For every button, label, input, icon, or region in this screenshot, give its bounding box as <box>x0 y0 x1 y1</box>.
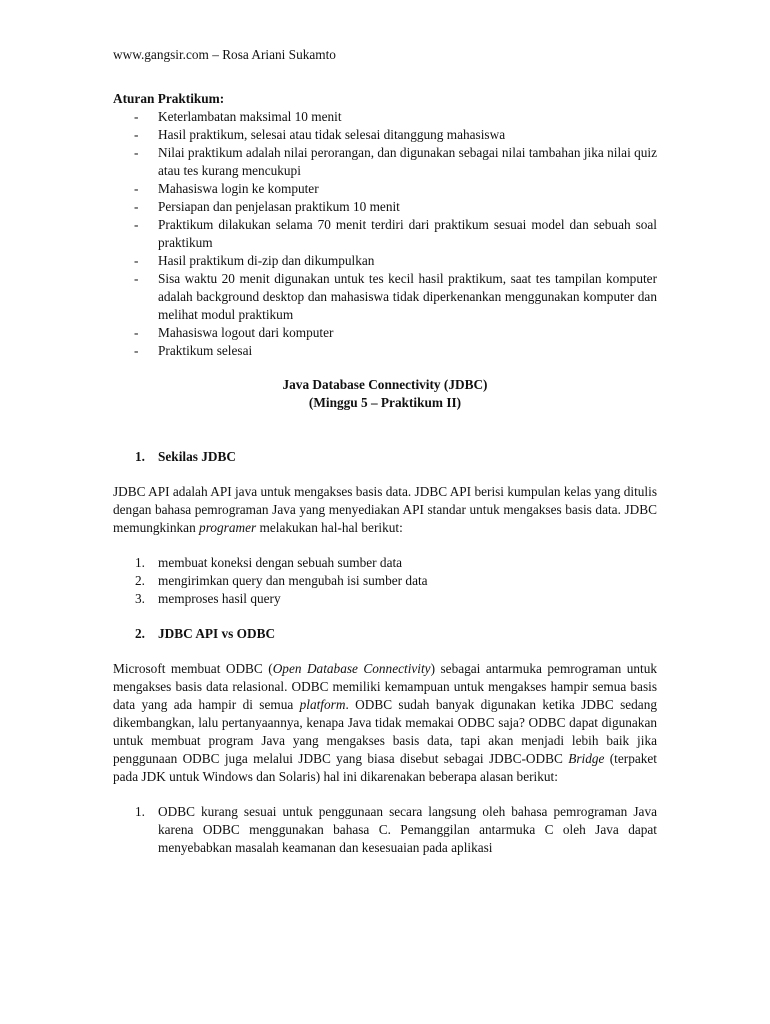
section2-paragraph <box>113 660 657 786</box>
list-number: 1. <box>135 804 145 819</box>
list-text: ODBC kurang sesuai untuk penggunaan secara langsung oleh bahasa pemrograman Java karena ODBC menggunakan bahasa C. Pemanggilan antarmuka C oleh Java dapat menyebabkan masalah keamanan dan kesesuaian pada aplikasi <box>158 804 657 855</box>
rules-item: - Hasil praktikum, selesai atau tidak selesai ditanggung mahasiswa <box>113 126 657 144</box>
list-number: 3. <box>135 591 145 606</box>
section-number: 1. <box>135 449 145 464</box>
list-item <box>113 572 657 590</box>
section1-paragraph <box>113 483 657 537</box>
rules-item: - Hasil praktikum di-zip dan dikumpulkan <box>113 252 657 270</box>
list-item <box>113 554 657 572</box>
emphasis-text: Open Database Connectivity <box>272 661 431 676</box>
text-run: melakukan hal-hal berikut: <box>256 520 403 535</box>
list-text: memproses hasil query <box>158 591 281 606</box>
list-item <box>113 590 657 608</box>
rules-item: - Keterlambatan maksimal 10 menit <box>113 108 657 126</box>
list-text: membuat koneksi dengan sebuah sumber data <box>158 555 403 570</box>
rules-title: Aturan Praktikum: <box>113 91 225 106</box>
rules-list <box>113 108 657 360</box>
rules-item: - Persiapan dan penjelasan praktikum 10 menit <box>113 198 657 216</box>
list-number: 2. <box>135 573 145 588</box>
section1-list <box>113 554 657 608</box>
emphasis-text: programer <box>199 520 257 535</box>
list-item <box>113 803 657 857</box>
document-title: Java Database Connectivity (JDBC) <box>282 377 488 392</box>
text-run: (terpaket pada JDK untuk Windows dan Solaris) hal ini dikarenakan beberapa alasan berikut: <box>113 751 657 784</box>
text-run: . ODBC sudah banyak digunakan ketika JDBC sedang dikembangkan, lalu pertanyaannya, kenapa Java tidak memakai ODBC saja? ODBC dapat digunakan untuk membuat program Java yang mengakses basis data, tapi akan menjadi lebih baik jika penggunaan ODBC juga melalui JDBC yang biasa disebut sebagai JDBC-ODBC <box>113 697 657 766</box>
rules-item: - Mahasiswa logout dari komputer <box>113 324 657 342</box>
rules-item: - Praktikum dilakukan selama 70 menit terdiri dari praktikum sesuai model dan sebuah soal praktikum <box>113 216 657 252</box>
emphasis-text: platform <box>299 697 346 712</box>
section-heading-sekilas-jdbc <box>113 448 657 466</box>
list-text: mengirimkan query dan mengubah isi sumber data <box>158 573 428 588</box>
section-heading-jdbc-vs-odbc <box>113 625 657 643</box>
section-title: JDBC API vs ODBC <box>158 626 276 641</box>
rules-item: - Sisa waktu 20 menit digunakan untuk tes kecil hasil praktikum, saat tes tampilan komputer adalah background desktop dan mahasiswa tidak diperkenankan menggunakan komputer dan melihat modul praktikum <box>113 270 657 324</box>
rules-item: - Mahasiswa login ke komputer <box>113 180 657 198</box>
page-header: www.gangsir.com – Rosa Ariani Sukamto <box>113 47 336 62</box>
document-subtitle: (Minggu 5 – Praktikum II) <box>308 395 462 410</box>
section-number: 2. <box>135 626 145 641</box>
rules-item: - Nilai praktikum adalah nilai perorangan, dan digunakan sebagai nilai tambahan jika nilai quiz atau tes kurang mencukupi <box>113 144 657 180</box>
document-page <box>113 46 657 857</box>
section-title: Sekilas JDBC <box>158 449 236 464</box>
section2-list <box>113 803 657 857</box>
list-number: 1. <box>135 555 145 570</box>
text-run: ) sebagai antarmuka pemrograman untuk mengakses basis data relasional. ODBC memiliki kemampuan untuk mengakses hampir semua basis data yang ada hampir di semua <box>113 661 657 712</box>
text-run: Microsoft membuat ODBC ( <box>113 661 273 676</box>
text-run: JDBC API adalah API java untuk mengakses basis data. JDBC API berisi kumpulan kelas yang ditulis dengan bahasa pemrograman Java yang menyediakan API standar untuk mengakses basis data. JDBC memungkinkan <box>113 484 657 535</box>
rules-item: - Praktikum selesai <box>113 342 657 360</box>
emphasis-text: Bridge <box>568 751 605 766</box>
